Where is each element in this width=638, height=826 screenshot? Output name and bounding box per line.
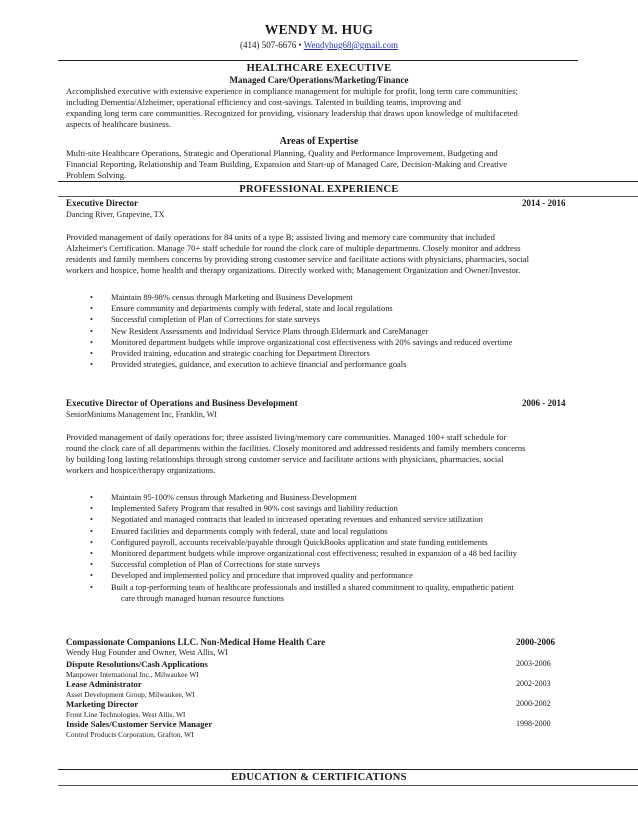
list-item: • New Resident Assessments and Individual Service Plans through Eldermark and CareManager	[90, 326, 429, 336]
job2-location: SeniorMiniums Management Inc, Franklin, WI	[66, 410, 217, 419]
header-divider	[58, 60, 578, 61]
earlier-role-location: Control Products Corporation, Grafton, WI	[66, 730, 194, 739]
list-item: • Built a top-performing team of healthcare professionals and instilled a shared commitment to quality, empathetic patient	[90, 582, 514, 592]
bullet-icon: •	[90, 526, 93, 536]
bullet-icon: •	[90, 560, 93, 570]
bullet-icon: •	[90, 349, 93, 359]
list-item: • Ensured facilities and departments comply with federal, state and local regulations	[90, 526, 388, 536]
experience-divider	[58, 181, 638, 182]
job2-bullets	[66, 492, 596, 604]
job2-line: by building long lasting relationships through strong customer service and facilitate actions with physicians, pharmacies, social	[66, 454, 504, 464]
bullet-icon: •	[90, 293, 93, 302]
list-item: • Provided strategies, guidance, and execution to achieve financial and performance goals	[90, 360, 407, 370]
bullet-icon: •	[90, 504, 93, 514]
bullet-icon: •	[90, 582, 93, 592]
bullet-icon: •	[90, 326, 93, 336]
job2-description	[66, 432, 586, 476]
education-heading: EDUCATION & CERTIFICATIONS	[231, 772, 407, 783]
list-item: • Implemented Safety Program that resulted in 90% cost savings and liability reduction	[90, 504, 398, 514]
earlier-role-title: Marketing Director	[66, 699, 139, 709]
bullet-icon: •	[90, 360, 93, 370]
earlier-role-location: Asset Development Group, Milwaukee, WI	[66, 690, 195, 699]
job1-dates: 2014 - 2016	[522, 198, 566, 208]
bullet-icon: •	[90, 571, 93, 581]
job3-location: Wendy Hug Founder and Owner, West Allis, WI	[66, 648, 228, 657]
bullet-icon: •	[90, 337, 93, 347]
earlier-role-dates: 2002-2003	[516, 679, 551, 688]
phone-number: (414) 507-6676 •	[239, 40, 302, 50]
job3-dates: 2000-2006	[516, 637, 555, 647]
list-item: • Negotiated and managed contracts that leaded to increased operating revenues and enhanced service utilization	[90, 515, 483, 525]
list-item: • Provided training, education and strategic coaching for Department Directors	[90, 349, 370, 359]
bullet-icon: •	[90, 304, 93, 314]
candidate-name: WENDY M. HUG	[264, 22, 374, 37]
bullet-icon: •	[90, 549, 93, 559]
list-item: • Successful completion of Plan of Corrections for state surveys	[90, 560, 320, 570]
bullet-icon: •	[90, 493, 93, 502]
job1-line: workers and hospice, home health and therapy organizations. Directly worked with; Management Organization and Owner/Investor.	[66, 265, 521, 275]
summary-line: expanding long term care communities. Recognized for providing, visionary leadership that draws upon knowledge of multifaceted	[66, 108, 518, 118]
job2-line: round the clock care of all departments within the facilities. Closely monitored and addressed residents and family members concerns	[66, 443, 526, 453]
earlier-role-dates: 2000-2002	[516, 699, 551, 708]
earlier-role-location: Manpower International Inc., Milwaukee WI	[66, 670, 199, 679]
job2-dates: 2006 - 2014	[522, 398, 566, 408]
job2-line: workers and hospice/therapy organizations.	[66, 465, 216, 475]
email-link[interactable]: Wendyhug68@gmail.com	[303, 40, 399, 50]
list-item: • Configured payroll, accounts receivable/payable through QuickBooks application and state funding entitlements	[90, 537, 488, 547]
list-item: • Maintain 89-98% census through Marketing and Business Development	[90, 293, 353, 302]
summary-line: aspects of healthcare business.	[66, 119, 171, 129]
earlier-role-title: Lease Administrator	[66, 679, 142, 689]
job2-title: Executive Director of Operations and Business Development	[66, 398, 298, 408]
bullet-icon: •	[90, 515, 93, 525]
job1-location: Dancing River, Grapevine, TX	[66, 210, 165, 219]
list-item: • Monitored department budgets while improve organizational cost effectiveness; resulted in expansion of a 48 bed facility	[90, 549, 517, 559]
earlier-role-dates: 1998-2000	[516, 719, 551, 728]
earlier-role-location: Front Line Technologies, West Allis, WI	[66, 710, 186, 719]
expertise-line: Financial Reporting, Relationship and Team Building, Expansion and Start-up of Managed Care, Decision-Making and Creative	[66, 159, 508, 169]
list-item: • Maintain 95-100% census through Marketing and Business Development	[90, 493, 357, 502]
list-item: • Monitored department budgets while improve organizational cost effectiveness with 20% savings and reduced overtime	[90, 337, 513, 347]
summary-heading: HEALTHCARE EXECUTIVE	[246, 63, 392, 74]
bullet-icon: •	[90, 315, 93, 325]
earlier-role-title: Dispute Resolutions/Cash Applications	[66, 659, 208, 669]
contact-line	[0, 40, 638, 50]
experience-heading: PROFESSIONAL EXPERIENCE	[239, 184, 399, 195]
list-item: • Ensure community and departments comply with federal, state and local regulations	[90, 304, 393, 314]
job2-line: Provided management of daily operations for; three assisted living/memory care communities. Managed 100+ staff schedule for	[66, 432, 507, 442]
summary-text	[66, 86, 586, 130]
job1-line: Alzheimer's Certification. Manage 70+ staff schedule for round the clock care of multiple departments. Closely monitor and address	[66, 243, 521, 253]
job3-title: Compassionate Companions LLC. Non-Medical Home Health Care	[66, 637, 326, 647]
summary-subheading: Managed Care/Operations/Marketing/Finance	[229, 75, 409, 85]
education-divider	[58, 769, 638, 770]
job1-title: Executive Director	[66, 198, 139, 208]
bullet-icon: •	[90, 537, 93, 547]
job1-line: Provided management of daily operations for 84 units of a type B; assisted living and memory care community that included	[66, 232, 495, 242]
expertise-line: Problem Solving.	[66, 170, 127, 180]
education-underline	[58, 785, 638, 786]
list-item: • Developed and implemented policy and procedure that improved quality and performance	[90, 571, 413, 581]
list-item: care through managed human resource functions	[121, 593, 285, 603]
summary-line: including Dementia/Alzheimer, operational efficiency and cost-savings. Talented in building teams, improving and	[66, 97, 461, 107]
job1-line: residents and family members concerns by providing strong customer service and facilitate actions with physicians, pharmacies, social	[66, 254, 529, 264]
earlier-role-dates: 2003-2006	[516, 659, 551, 668]
list-item: • Successful completion of Plan of Corrections for state surveys	[90, 315, 320, 325]
expertise-heading: Areas of Expertise	[279, 136, 359, 147]
expertise-text	[66, 148, 586, 181]
earlier-role-title: Inside Sales/Customer Service Manager	[66, 719, 213, 729]
job1-description	[66, 232, 586, 276]
experience-underline	[58, 196, 638, 197]
job1-bullets	[66, 292, 596, 370]
expertise-line: Multi-site Healthcare Operations, Strategic and Operational Planning, Quality and Performance Improvement, Budgeting and	[66, 148, 498, 158]
summary-line: Accomplished executive with extensive experience in compliance management for multiple for profit, long term care communities;	[66, 86, 518, 96]
